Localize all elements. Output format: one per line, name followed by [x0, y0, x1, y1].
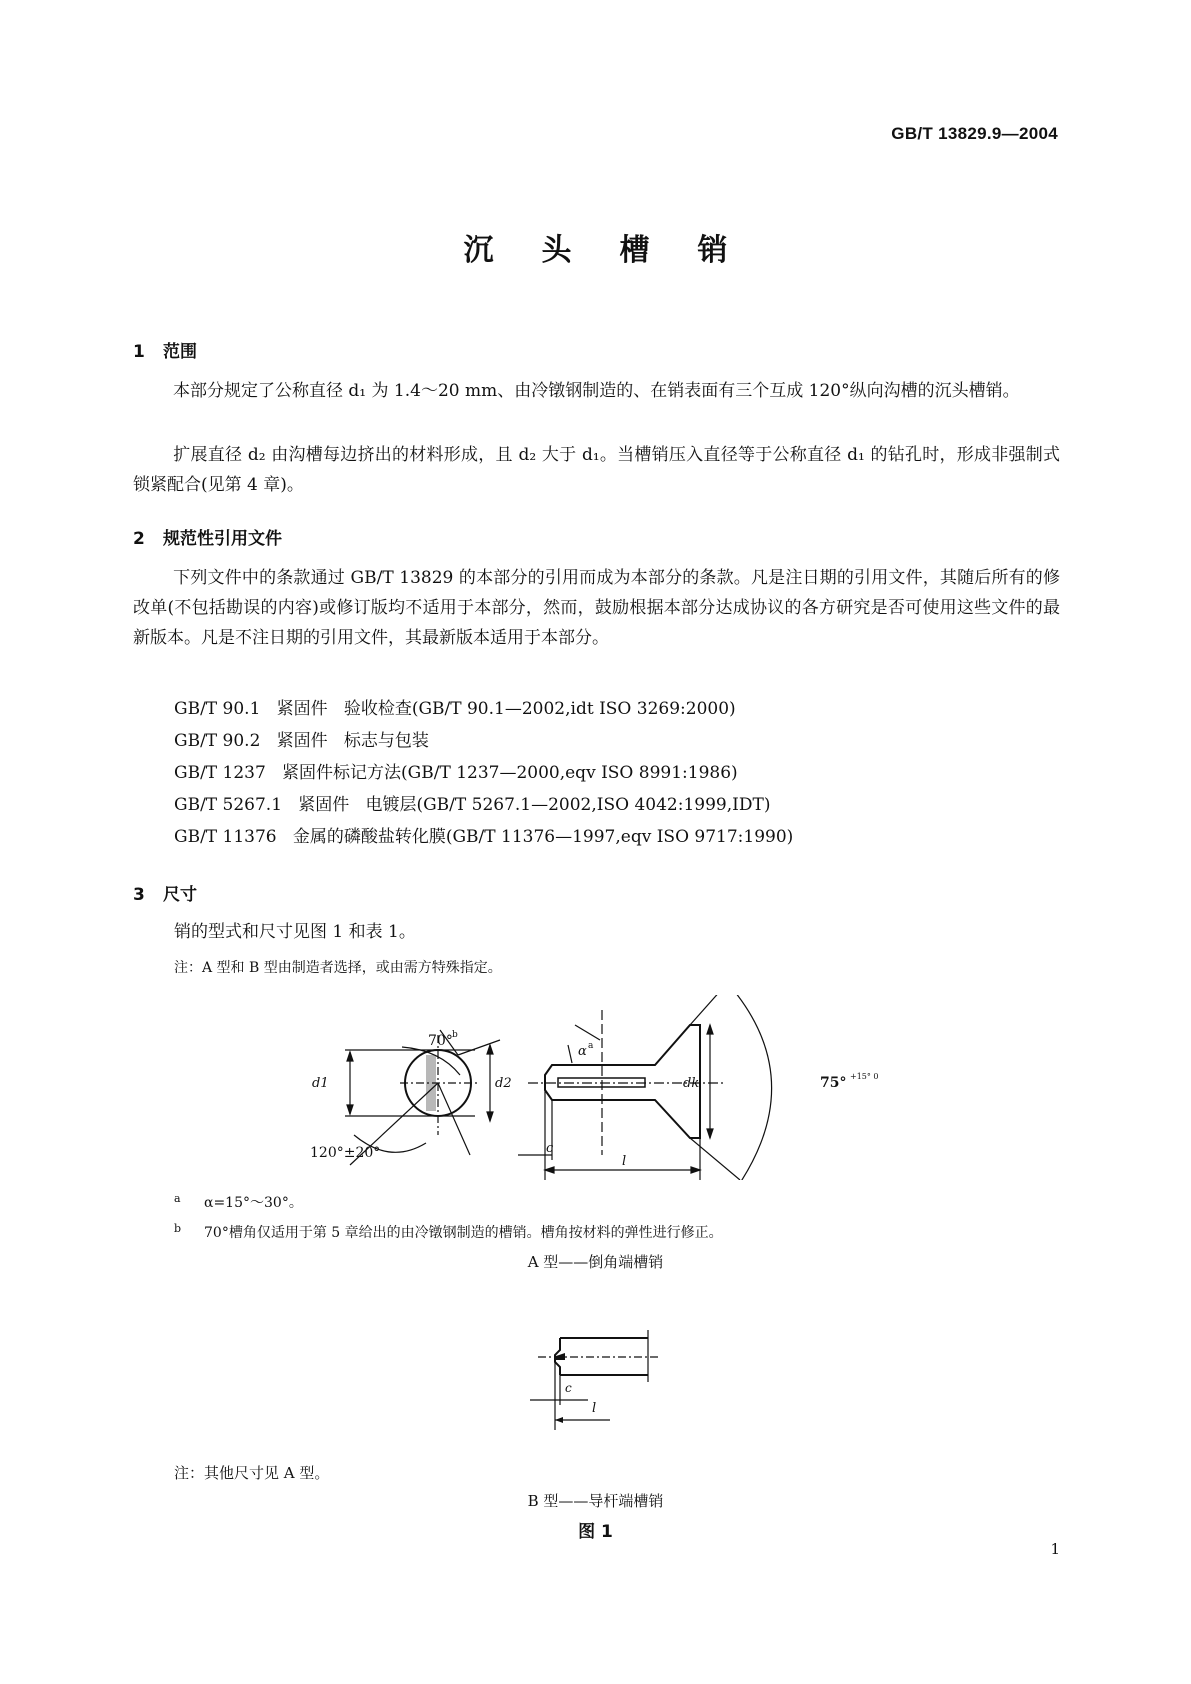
caption-type-b: B 型——导杆端槽销 — [527, 1492, 664, 1510]
section-1-paragraph-1 — [133, 376, 1060, 406]
section-3-heading — [133, 880, 197, 905]
footnote-text: α=15°～30°。 — [204, 1195, 303, 1211]
note-type-b: 注：其他尺寸见 A 型。 — [174, 1464, 330, 1482]
footnote-text: 70°槽角仅适用于第 5 章给出的由冷镦钢制造的槽销。槽角按材料的弹性进行修正。 — [204, 1225, 723, 1241]
type-a-drawing — [300, 995, 900, 1180]
section-number: 3 — [133, 885, 145, 905]
footnote-mark: a — [174, 1192, 181, 1205]
side-view — [518, 995, 772, 1180]
reference-item: GB/T 90.1 紧固件 验收检查(GB/T 90.1—2002,idt ISO 3269:2000) — [174, 699, 736, 719]
angle-75-label: 75° — [820, 1075, 847, 1091]
section-3-note: 注：A 型和 B 型由制造者选择，或由需方特殊指定。 — [174, 960, 502, 976]
section-1-paragraph-2 — [133, 440, 1060, 500]
section-2-heading — [133, 524, 282, 549]
page-title: 沉头槽销 — [463, 233, 776, 268]
caption-type-a: A 型——倒角端槽销 — [527, 1253, 664, 1271]
section-title: 尺寸 — [163, 885, 197, 905]
sup-b-label: b — [452, 1030, 458, 1040]
section-number: 1 — [133, 342, 145, 362]
dk-label: dk — [683, 1076, 700, 1091]
l-label: l — [622, 1154, 627, 1169]
figure-number: 图 1 — [578, 1522, 613, 1542]
d2-label: d2 — [495, 1076, 512, 1091]
footnote-b — [174, 1222, 723, 1242]
section-1-heading — [133, 337, 197, 362]
paragraph-text: 下列文件中的条款通过 GB/T 13829 的本部分的引用而成为本部分的条款。凡是注日期的引用文件，其随后所有的修改单(不包括勘误的内容)或修订版均不适用于本部分，然而，鼓励根据本部分达成协议的各方研究是否可使用这些文件的最新版本。凡是不注日期的引用文件，其最新版本适用于本部分。 — [133, 568, 1060, 648]
section-number: 2 — [133, 529, 145, 549]
paragraph-text: 扩展直径 d₂ 由沟槽每边挤出的材料形成，且 d₂ 大于 d₁。当槽销压入直径等于公称直径 d₁ 的钻孔时，形成非强制式锁紧配合(见第 4 章)。 — [133, 445, 1060, 495]
d1-label: d1 — [312, 1076, 329, 1091]
standard-number: GB/T 13829.9—2004 — [891, 124, 1058, 143]
angle-120-label: 120°±20° — [310, 1145, 381, 1161]
type-b-drawing — [530, 1320, 660, 1440]
footnote-a — [174, 1192, 303, 1212]
section-title: 规范性引用文件 — [163, 529, 282, 549]
sup-a-label: a — [588, 1041, 594, 1051]
tolerance-75-label: +15° 0 — [850, 1072, 879, 1081]
angle-70-label: 70° — [428, 1033, 453, 1049]
c-label: c — [546, 1141, 554, 1156]
section-title: 范围 — [163, 342, 197, 362]
section-2-paragraph-1 — [133, 563, 1060, 653]
alpha-label: α — [578, 1044, 587, 1059]
page-number: 1 — [1050, 1540, 1060, 1558]
reference-item: GB/T 90.2 紧固件 标志与包装 — [174, 731, 429, 751]
footnote-mark: b — [174, 1222, 182, 1235]
reference-item: GB/T 11376 金属的磷酸盐转化膜(GB/T 11376—1997,eqv ISO 9717:1990) — [174, 827, 794, 847]
paragraph-text: 本部分规定了公称直径 d₁ 为 1.4～20 mm、由冷镦钢制造的、在销表面有三个互成 120°纵向沟槽的沉头槽销。 — [173, 381, 1020, 401]
reference-item: GB/T 5267.1 紧固件 电镀层(GB/T 5267.1—2002,ISO 4042:1999,IDT) — [174, 795, 771, 815]
section-3-paragraph-1: 销的型式和尺寸见图 1 和表 1。 — [174, 922, 416, 942]
type-b-c-label: c — [565, 1381, 572, 1395]
reference-item: GB/T 1237 紧固件标记方法(GB/T 1237—2000,eqv ISO 8991:1986) — [174, 763, 738, 783]
type-b-l-label: l — [592, 1401, 597, 1416]
